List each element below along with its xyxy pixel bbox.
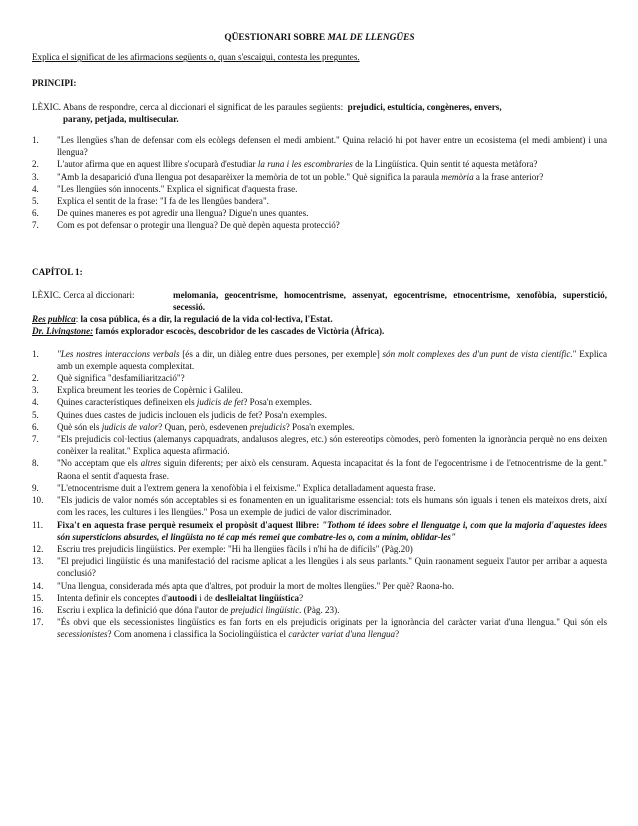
question-number: 5.: [32, 409, 39, 420]
text-run: siguin diferents; per això els censuram. Aquesta incapacitat és la font de l'egocentrisme i de l'etnocentrisme de la gent." Raona el sentit d'aquesta frase.: [57, 458, 607, 481]
term-description: la cosa pública, és a dir, la regulació de la vida col·lectiva, l'Estat.: [80, 314, 333, 325]
question-text: [57, 396, 607, 408]
text-run: ? Posa'n exemples.: [243, 397, 312, 408]
instructions: Explica el significat de les afirmacions següents o, quan s'escaigui, contesta les preguntes.: [32, 52, 360, 63]
text-run: i de: [197, 592, 215, 603]
lexic-words: melomania, geocentrisme, homocentrisme, assenyat, egocentrisme, etnocentrisme, xenofòbia, superstició, secessió.: [173, 289, 607, 313]
question-number: 2.: [32, 373, 39, 384]
question-number: 9.: [32, 482, 39, 493]
question-text: [57, 457, 607, 481]
question-number: 13.: [32, 556, 44, 567]
text-run: Què significa "desfamiliarització"?: [57, 373, 185, 384]
text-run: autoodi: [167, 592, 198, 603]
question-item: [32, 494, 607, 518]
question-number: 6.: [32, 208, 39, 219]
text-run: altres: [140, 458, 161, 469]
question-item: [32, 482, 607, 494]
question-number: 7.: [32, 434, 39, 445]
text-run: "És obvi que els secessionistes lingüístics es fan forts en els prejudicis originats per la ignorància del caràcter variat d'una llengua." Qui són els: [57, 617, 607, 628]
lexic-capitol: [32, 289, 607, 313]
question-item: [32, 409, 607, 421]
text-run: secessionistes: [57, 629, 108, 640]
term-name: Dr. Livingstone:: [32, 326, 94, 337]
lexic-label: LÈXIC. Abans de respondre, cerca al diccionari el significat de les paraules següents:: [32, 101, 344, 112]
question-text: [57, 372, 607, 384]
question-text: [57, 494, 607, 518]
text-run: Explica el sentit de la frase: "I fa de les llengües bandera".: [57, 196, 269, 207]
question-number: 3.: [32, 171, 39, 182]
question-text: [57, 158, 607, 170]
section-heading-principi: PRINCIPI:: [32, 78, 77, 89]
text-run: ?: [395, 629, 400, 640]
text-run: judicis de valor: [101, 421, 159, 432]
question-text: [57, 543, 607, 555]
term-definition: [32, 325, 607, 337]
question-text: [57, 409, 607, 421]
question-number: 17.: [32, 617, 44, 628]
question-item: [32, 134, 607, 158]
question-number: 5.: [32, 196, 39, 207]
lexic-words-cont: parany, petjada, multisecular.: [63, 113, 179, 124]
question-item: [32, 348, 607, 372]
question-number: 4.: [32, 183, 39, 194]
text-run: de la Lingüística. Quin sentit té aquesta metàfora?: [352, 159, 538, 170]
question-text: [57, 183, 607, 195]
text-run: "Les llengües són innocents." Explica el significat d'aquesta frase.: [57, 183, 298, 194]
text-run: Intenta definir els conceptes d': [57, 592, 168, 603]
lexic-principi: [32, 101, 607, 125]
text-run: Quines característiques defineixen els: [57, 397, 197, 408]
question-number: 6.: [32, 421, 39, 432]
text-run: "Les llengües s'han de defensar com els ecòlegs defensen el medi ambient." Quina relació hi pot haver entre un ecosistema (el medi ambient) i una llengua?: [57, 135, 607, 158]
question-number: 15.: [32, 592, 44, 603]
question-list-capitol: [32, 348, 607, 641]
question-number: 4.: [32, 397, 39, 408]
text-run: " Explica amb un exemple aquesta complexitat.: [57, 348, 607, 371]
text-run: [és a dir, un diàleg entre dues persones, per exemple]: [179, 348, 383, 359]
question-text: [57, 519, 607, 543]
text-run: De quines maneres es pot agredir una llengua? Digue'n unes quantes.: [57, 208, 309, 219]
question-number: 8.: [32, 458, 39, 469]
question-item: [32, 433, 607, 457]
question-text: [57, 433, 607, 457]
question-item: [32, 372, 607, 384]
question-item: [32, 543, 607, 555]
question-item: [32, 457, 607, 481]
question-list-principi: [32, 134, 607, 232]
question-text: [57, 207, 607, 219]
text-run: ? Quan, però, esdevenen: [158, 421, 250, 432]
text-run: (Pàg. 23).: [301, 604, 340, 615]
question-number: 16.: [32, 604, 44, 615]
text-run: "El prejudici lingüístic és una manifestació del racisme aplicat a les llengües i als seus parlants." Quin raonament segueix l'autor per arribar a aquesta conclusió?: [57, 556, 607, 579]
question-number: 12.: [32, 543, 44, 554]
text-run: prejudicis: [249, 421, 286, 432]
question-text: [57, 592, 607, 604]
text-run: a la frase anterior?: [473, 171, 544, 182]
text-run: L'autor afirma que en aquest llibre s'ocuparà d'estudiar: [57, 159, 258, 170]
question-item: [32, 396, 607, 408]
question-number: 1.: [32, 348, 39, 359]
text-run: "Una llengua, considerada més apta que d'altres, pot produir la mort de moltes llengües." Per què? Raona-ho.: [57, 580, 454, 591]
question-number: 10.: [32, 495, 44, 506]
text-run: "L'etnocentrisme duit a l'extrem genera la xenofòbia i el feixisme." Explica detalladament aquesta frase.: [57, 482, 436, 493]
question-text: [57, 616, 607, 640]
question-text: [57, 219, 607, 231]
text-run: ? Com anomena i classifica la Sociolingüística el: [107, 629, 289, 640]
question-text: [57, 421, 607, 433]
text-run: "Els prejudicis col·lectius (alemanys capquadrats, andalusos alegres, etc.) són estereotips còmodes, però fomenten la ignorància perquè no ens deixen conèixer la realitat." Explica aquesta afirmació.: [57, 434, 607, 457]
question-number: 14.: [32, 580, 44, 591]
term-definitions: [32, 313, 607, 337]
text-run: caràcter variat d'una llengua: [288, 629, 396, 640]
question-text: [57, 348, 607, 372]
question-text: [57, 195, 607, 207]
question-item: [32, 195, 607, 207]
text-run: Explica breument les teories de Copèrnic i Galileu.: [57, 385, 243, 396]
question-item: [32, 158, 607, 170]
document-page: [32, 32, 607, 641]
lexic-label: LÈXIC. Cerca al diccionari:: [32, 289, 135, 300]
question-item: [32, 219, 607, 231]
text-run: ? Posa'n exemples.: [285, 421, 355, 432]
text-run: "Tothom té idees sobre el llenguatge i, com que la majoria d'aquestes idees són supersticions absurdes, el lingüista no té cap més remei que combatre-les o, com a mínim, oblidar-les": [57, 519, 607, 542]
document-title: QÜESTIONARI SOBRE MAL DE LLENGÜES: [224, 33, 415, 43]
text-run: ?: [299, 592, 304, 603]
question-text: [57, 482, 607, 494]
question-item: [32, 616, 607, 640]
question-item: [32, 555, 607, 579]
text-run: memòria: [441, 171, 474, 182]
text-run: prejudici lingüístic.: [230, 604, 302, 615]
question-number: 11.: [32, 519, 44, 530]
question-number: 7.: [32, 220, 39, 231]
text-run: judicis de fet: [196, 397, 244, 408]
text-run: Com es pot defensar o protegir una llengua? De què depèn aquesta protecció?: [57, 220, 340, 231]
question-text: [57, 171, 607, 183]
text-run: són molt complexes des d'un punt de vista científic.: [382, 348, 573, 359]
question-item: [32, 183, 607, 195]
text-run: Quines dues castes de judicis inclouen els judicis de fet? Posa'n exemples.: [57, 409, 327, 420]
term-description: famós explorador escocès, descobridor de les cascades de Victòria (Àfrica).: [95, 326, 385, 337]
question-text: [57, 555, 607, 579]
lexic-words: prejudici, estultícia, congèneres, envers,: [347, 101, 502, 112]
section-heading-capitol: CAPÍTOL 1:: [32, 266, 83, 277]
text-run: deslleialtat lingüística: [214, 592, 300, 603]
text-run: "Els judicis de valor només són acceptables si es fonamenten en un igualitarisme essencial: tots els humans són iguals i tenen els mateixos drets, així com les races, les cultures i les llengües." Posa un exemple de judici de valor discriminador.: [57, 495, 607, 518]
text-run: "No acceptam que els: [57, 458, 141, 469]
term-separator: :: [75, 314, 81, 325]
question-item: [32, 384, 607, 396]
question-text: [57, 580, 607, 592]
question-item: [32, 207, 607, 219]
term-definition: [32, 313, 607, 325]
question-text: [57, 134, 607, 158]
text-run: Escriu i explica la definició que dóna l'autor de: [57, 604, 231, 615]
text-run: "Amb la desaparició d'una llengua pot desaparèixer la memòria de tot un poble." Què significa la paraula: [57, 171, 442, 182]
question-number: 3.: [32, 385, 39, 396]
question-item: [32, 592, 607, 604]
text-run: Fixa't en aquesta frase perquè resumeix el propòsit d'aquest llibre:: [57, 519, 320, 530]
question-text: [57, 604, 607, 616]
question-item: [32, 519, 607, 543]
question-number: 2.: [32, 159, 39, 170]
question-item: [32, 171, 607, 183]
term-name: Res publica: [32, 314, 76, 325]
text-run: "Les nostres interaccions verbals: [57, 348, 180, 359]
question-text: [57, 384, 607, 396]
question-item: [32, 604, 607, 616]
text-run: Escriu tres prejudicis lingüístics. Per exemple: "Hi ha llengües fàcils i n'hi ha de difícils" (Pàg.20): [57, 543, 413, 554]
question-number: 1.: [32, 135, 39, 146]
text-run: Què són els: [57, 421, 102, 432]
question-item: [32, 421, 607, 433]
question-item: [32, 580, 607, 592]
text-run: la runa i les escombraries: [257, 159, 353, 170]
